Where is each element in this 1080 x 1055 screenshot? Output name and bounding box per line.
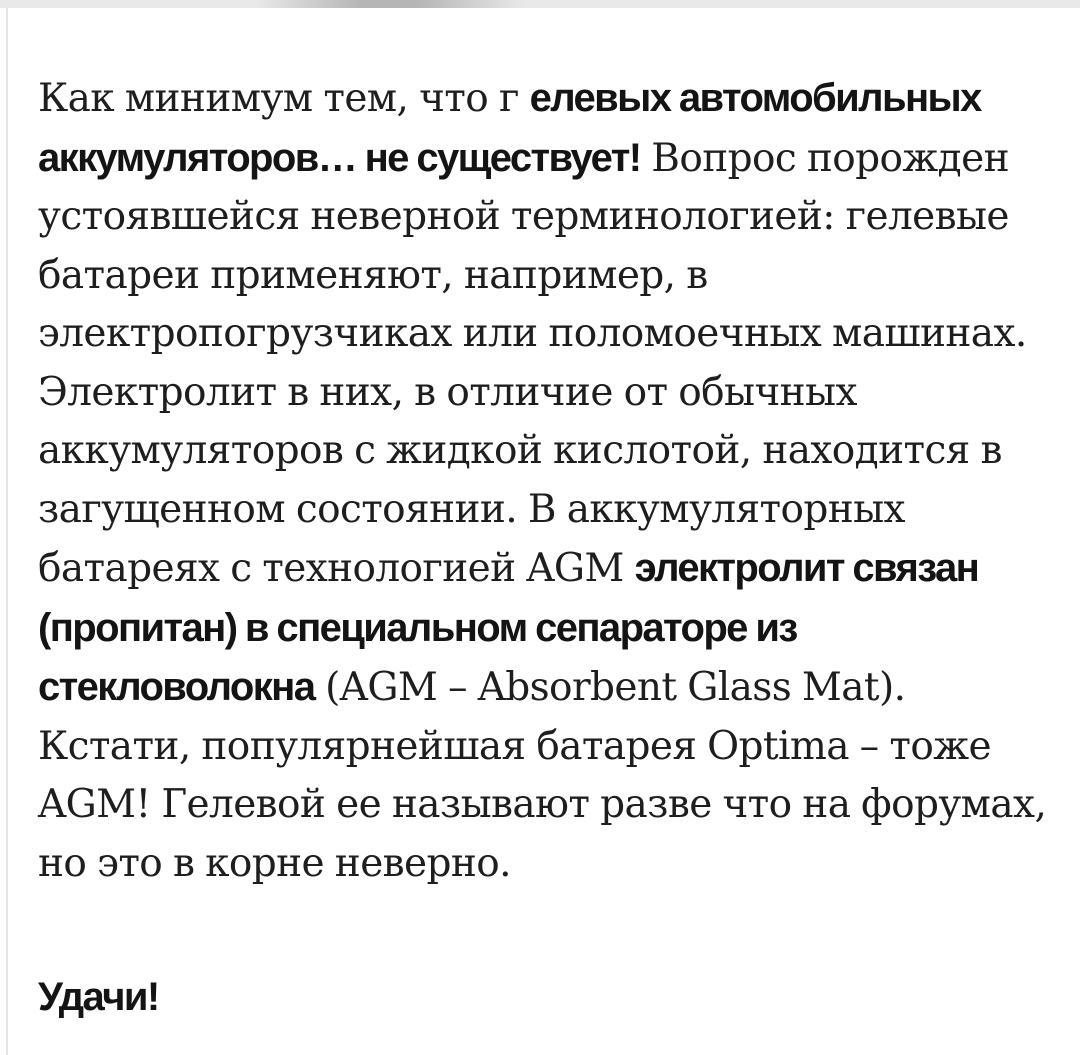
top-bar-shadow: [255, 0, 525, 8]
bold-statement-no-gel-batteries: елевых автомобильных аккумуляторов… не существует!: [38, 76, 981, 180]
top-bar: [0, 0, 1080, 8]
closing-text: (AGM – Absorbent Glass Mat). Кстати, популярнейшая батарея Optima – тоже AGM! Гелевой ее называют разве что на форумах, но это в корне неверно.: [38, 665, 1047, 886]
intro-text: Как минимум тем, что г: [38, 76, 530, 121]
frame-line: [6, 8, 8, 1055]
signoff: Удачи!: [38, 975, 159, 1019]
explanation-text: Вопрос порожден устоявшейся неверной терминологией: гелевые батареи применяют, например, в электропогрузчиках или поломоечных машинах. Электролит в них, в отличие от обычных аккумуляторов с жидкой кислотой, находится в загущенном состоянии. В аккумуляторных батареях с технологией AGM: [38, 135, 1027, 591]
bold-statement-agm-electrolyte: электролит связан (пропитан) в специальном сепараторе из стекловолокна: [38, 546, 979, 709]
article-paragraph: [38, 69, 1048, 893]
